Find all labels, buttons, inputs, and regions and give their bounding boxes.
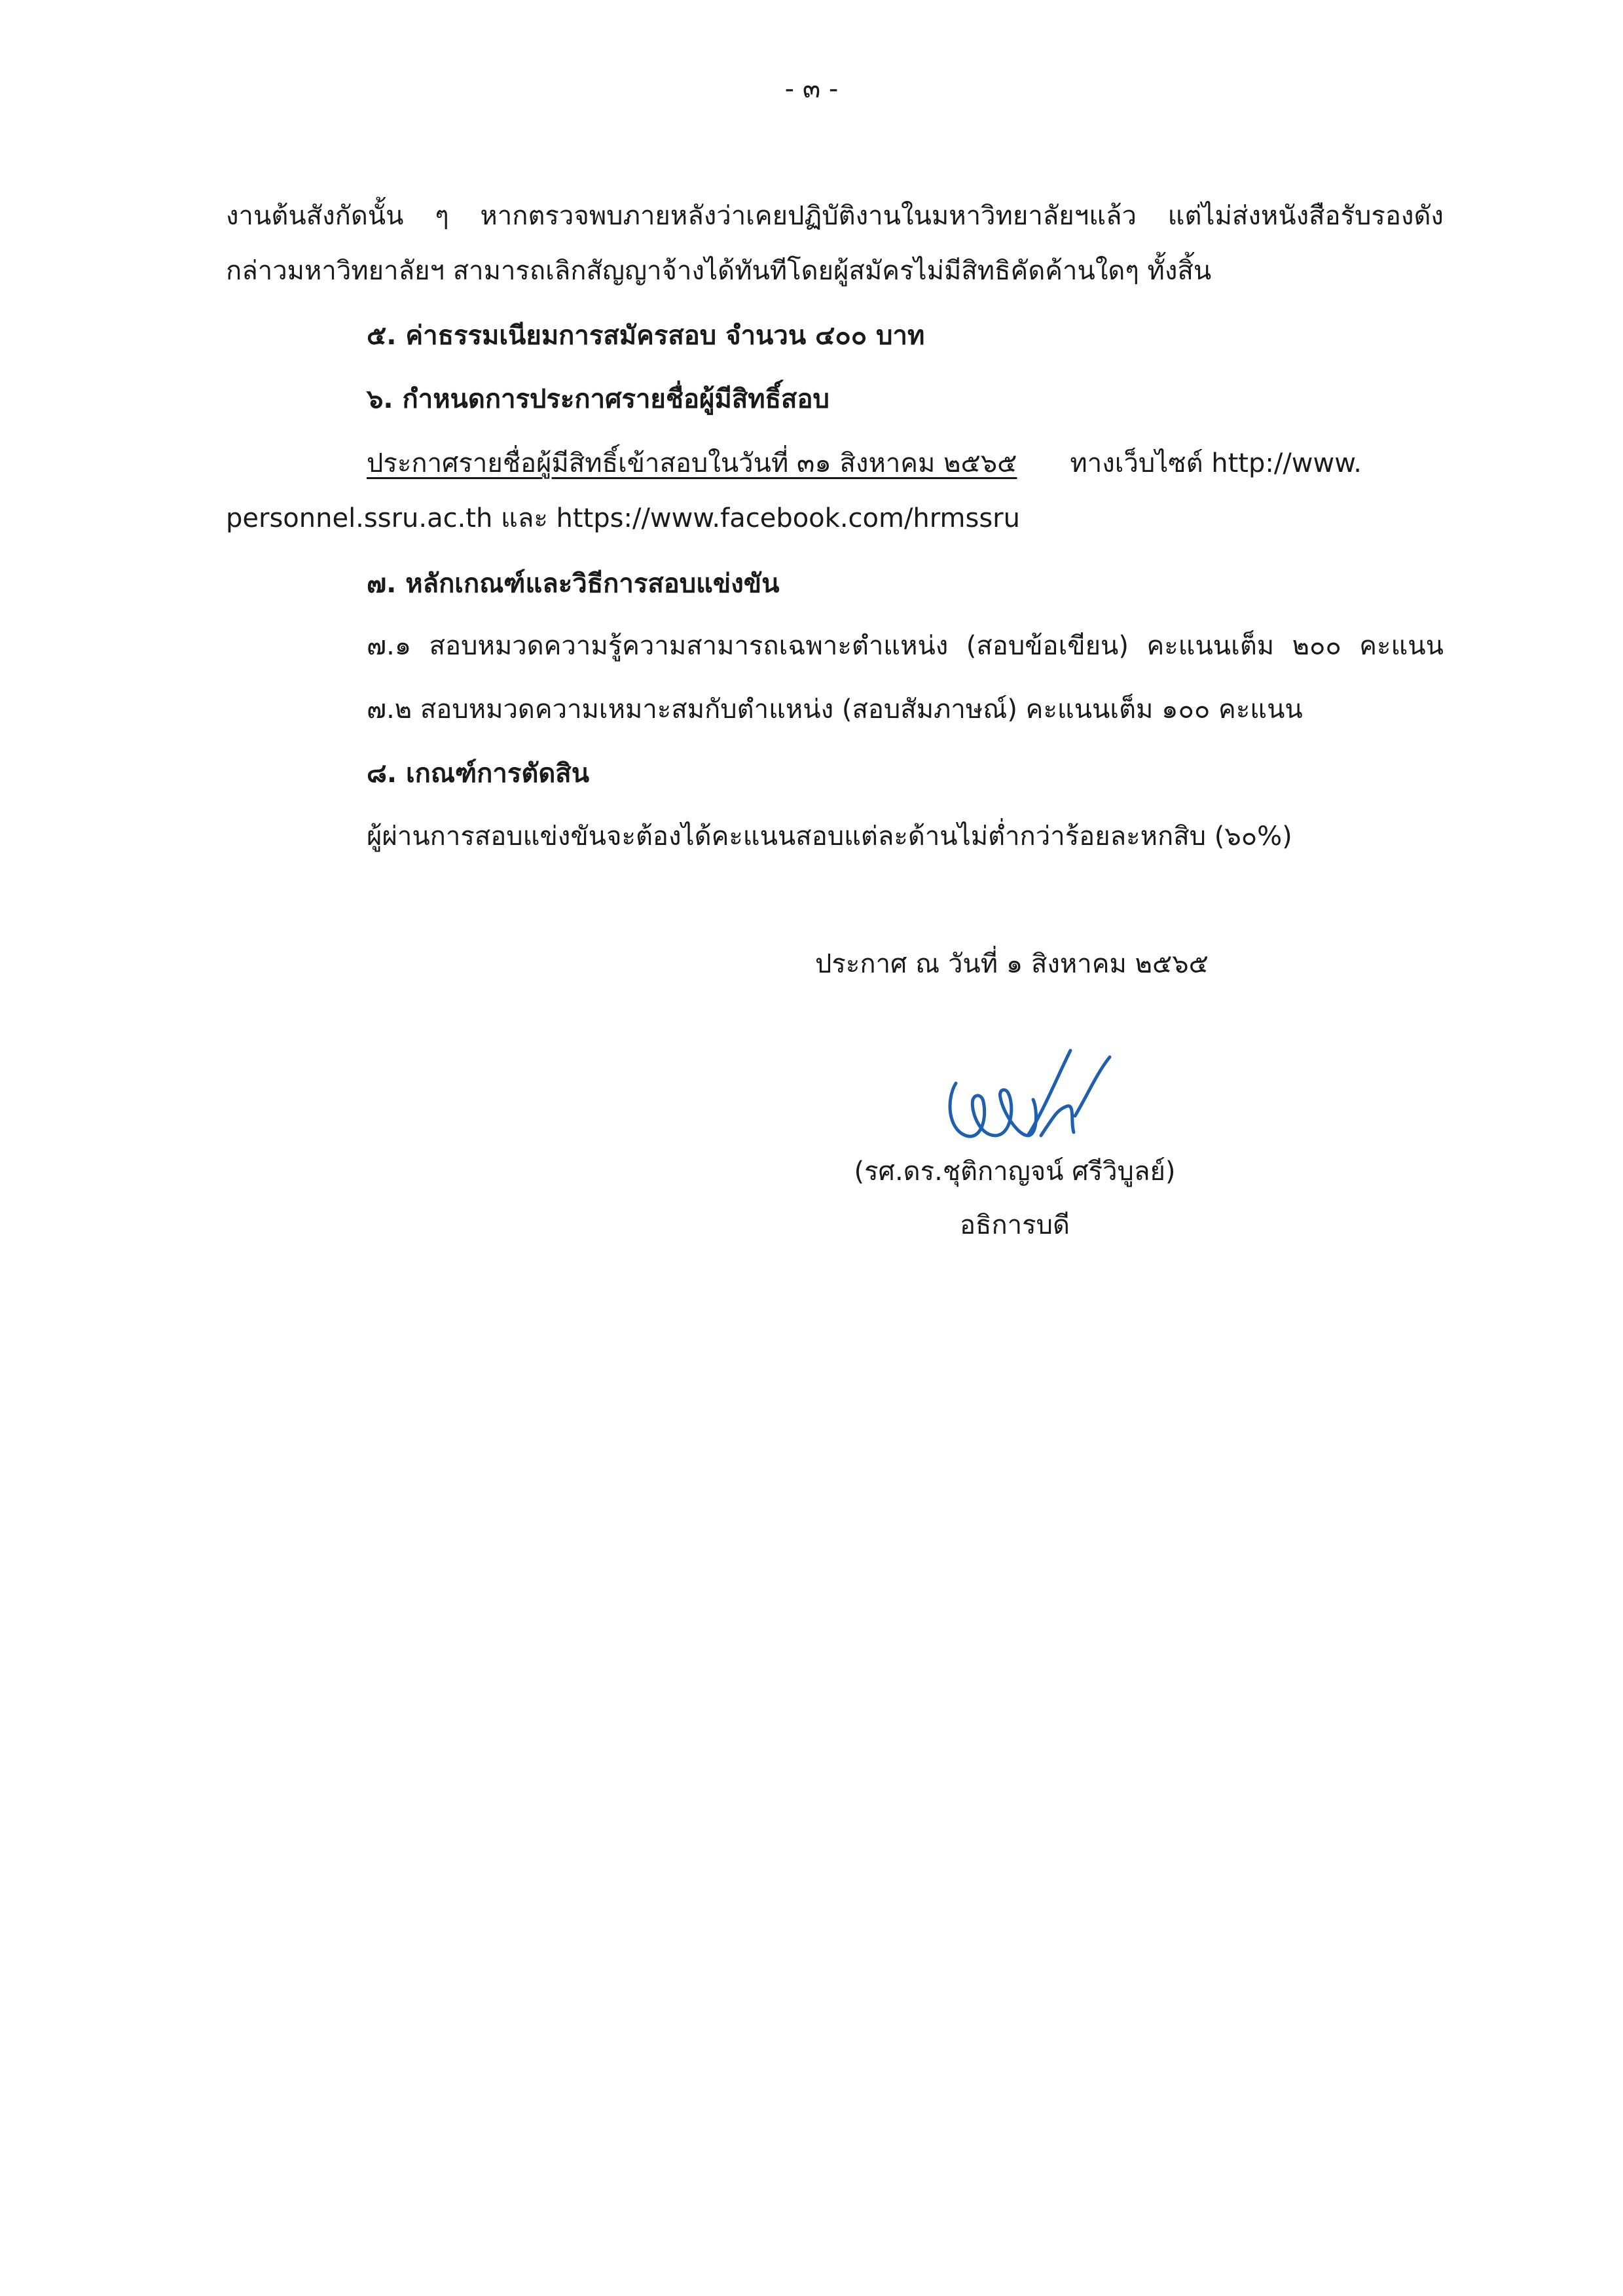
item-1-part: คะแนนเต็ม — [1146, 631, 1275, 661]
item-1-part: (สอบข้อเขียน) — [966, 631, 1129, 661]
website-text: ทางเว็บไซต์ http://www. — [1070, 448, 1362, 478]
intro-line-1-part: แต่ไม่ส่งหนังสือรับรองดัง — [1167, 201, 1444, 231]
signature-image — [930, 1037, 1126, 1145]
page-number: - ๓ - — [784, 74, 839, 104]
section-6-heading: ๖. กำหนดการประกาศรายชื่อผู้มีสิทธิ์สอบ — [367, 384, 830, 414]
section-7-item-2: ๗.๒ สอบหมวดความเหมาะสมกับตำแหน่ง (สอบสัมภาษณ์) คะแนนเต็ม ๑๐๐ คะแนน — [367, 694, 1303, 725]
item-1-part: ๗.๑ — [367, 631, 412, 661]
item-1-part: ๒๐๐ — [1292, 631, 1341, 661]
section-6-line-1 — [367, 442, 1362, 484]
item-1-part: สอบหมวดความรู้ความสามารถเฉพาะตำแหน่ง — [429, 631, 949, 661]
section-7-heading: ๗. หลักเกณฑ์และวิธีการสอบแข่งขัน — [367, 569, 780, 599]
section-6-line-2: personnel.ssru.ac.th และ https://www.facebook.com/hrmssru — [226, 503, 1020, 533]
section-8-text: ผู้ผ่านการสอบแข่งขันจะต้องได้คะแนนสอบแต่ละด้านไม่ต่ำกว่าร้อยละหกสิบ (๖๐%) — [367, 821, 1292, 852]
signer-title: อธิการบดี — [960, 1210, 1070, 1240]
intro-line-1-part: หากตรวจพบภายหลังว่าเคยปฏิบัติงานในมหาวิทยาลัยฯแล้ว — [480, 201, 1137, 231]
announcement-date-line: ประกาศ ณ วันที่ ๑ สิงหาคม ๒๕๖๕ — [815, 949, 1209, 979]
intro-line-2: กล่าวมหาวิทยาลัยฯ สามารถเลิกสัญญาจ้างได้ทันทีโดยผู้สมัครไม่มีสิทธิคัดค้านใดๆ ทั้งสิ้น — [226, 256, 1212, 286]
intro-line-1-part: งานต้นสังกัดนั้น — [226, 201, 404, 231]
section-5-heading: ๕. ค่าธรรมเนียมการสมัครสอบ จำนวน ๔๐๐ บาท — [367, 321, 925, 351]
intro-line-1-part: ๆ — [435, 201, 449, 231]
section-7-item-1 — [367, 625, 1444, 667]
signer-name: (รศ.ดร.ชุติกาญจน์ ศรีวิบูลย์) — [854, 1157, 1176, 1187]
item-1-part: คะแนน — [1359, 631, 1444, 661]
announcement-date-text: ประกาศรายชื่อผู้มีสิทธิ์เข้าสอบในวันที่ ๓๑ สิงหาคม ๒๕๖๕ — [367, 448, 1017, 478]
section-8-heading: ๘. เกณฑ์การตัดสิน — [367, 759, 590, 789]
intro-line-1 — [226, 195, 1444, 237]
